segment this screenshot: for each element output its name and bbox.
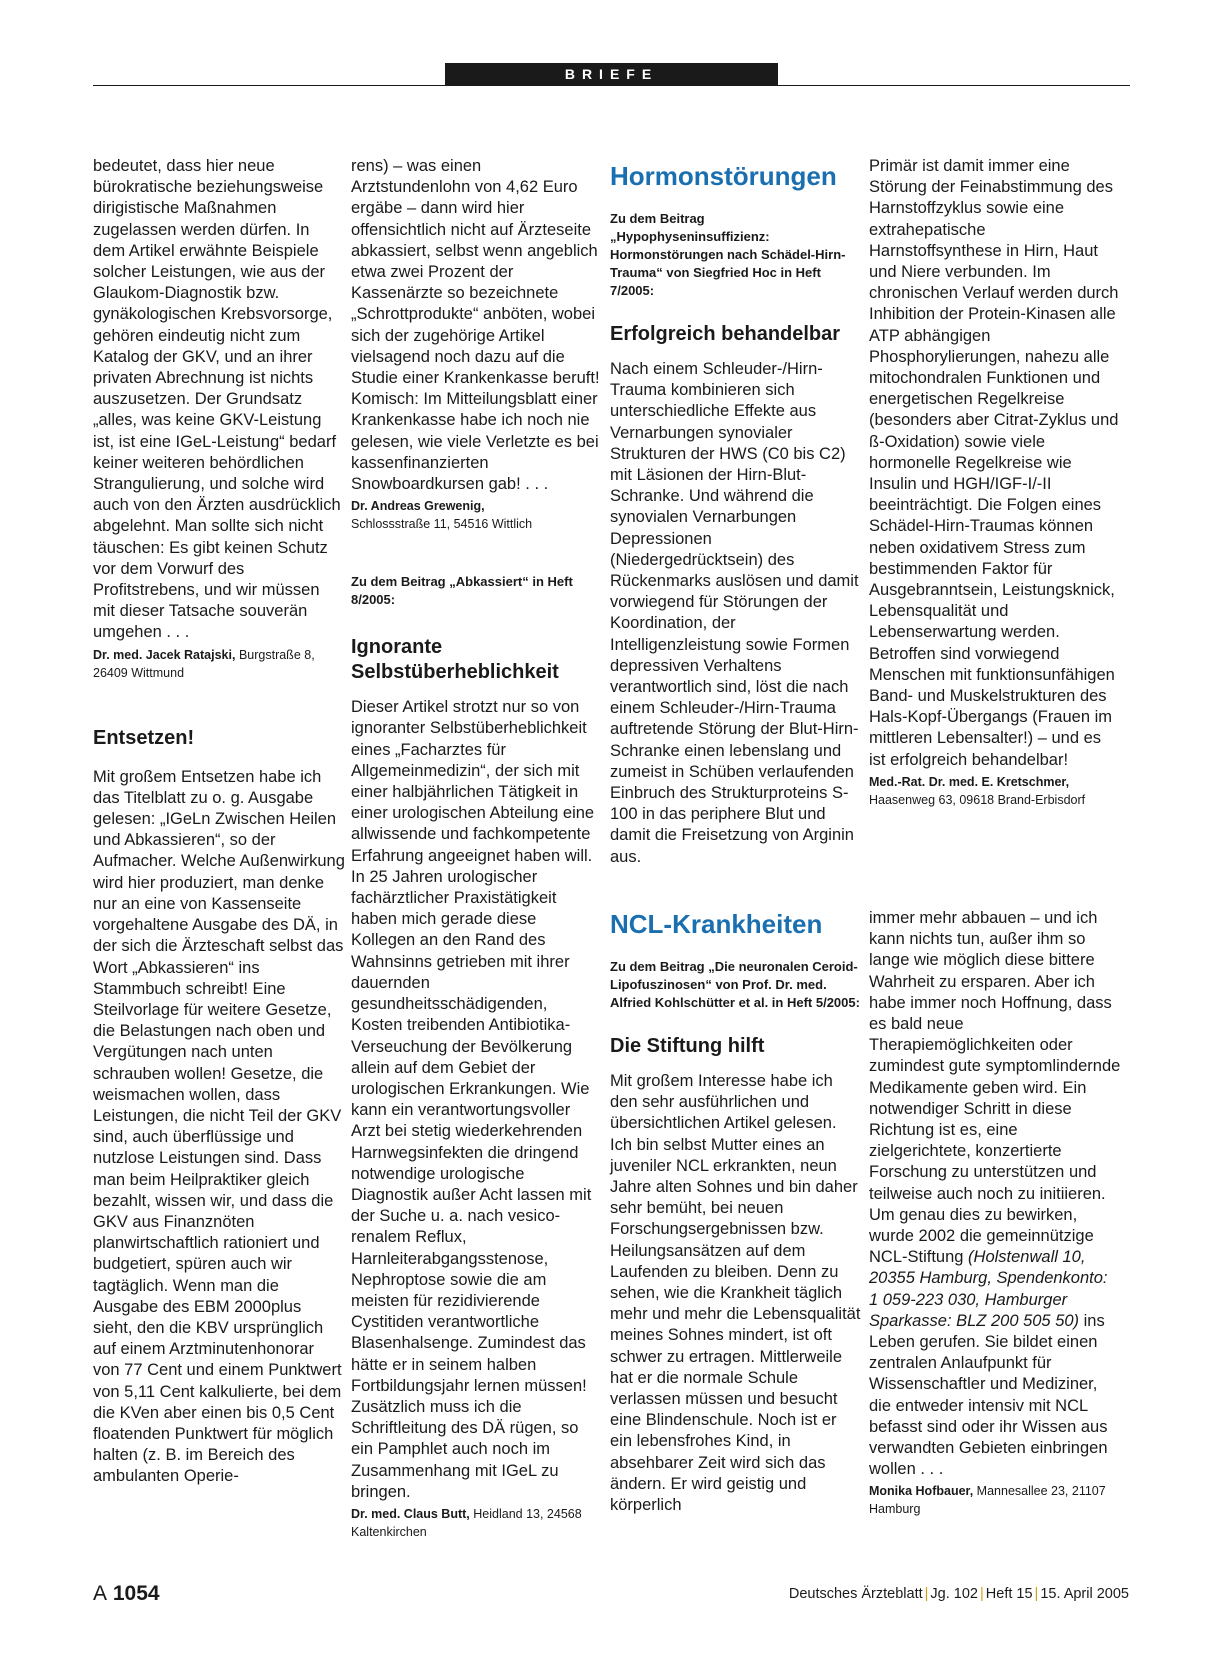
issue: Heft 15	[985, 1586, 1033, 1602]
column-1	[93, 156, 345, 1488]
letter-text-part: ins Leben gerufen. Sie bildet einen zentralen Anlaufpunkt für Wissenschaftler und Mediziner, die entweder intensiv mit NCL befasst sind oder ihr Wissen aus verwandten Gebieten einbringen wollen . . .	[869, 1311, 1108, 1479]
letter-text: rens) – was einen Arztstundenlohn von 4,62 Euro ergäbe – dann wird hier offensichtlich nicht auf Ärzteseite abkassiert, selbst wenn angeblich etwa zwei Prozent der Kassenärzte so bezeichnete „Schrottprodukte“ anböten, wobei sich der zugehörige Artikel vielsagend noch dazu auf die Studie einer Krankenkasse beruft! Komisch: Im Mitteilungsblatt einer Krankenkasse habe ich noch nie gelesen, wie viele Verletzte es bei kassenfinanzierten Snowboardkursen gab! . . .	[351, 157, 600, 494]
signature-address: Schlossstraße 11, 54516 Wittlich	[351, 517, 533, 532]
page-prefix: A	[93, 1582, 108, 1605]
letter-text-part: immer mehr abbauen – und ich kann nichts tun, außer ihm so lange wie möglich diese bittere Wahrheit zu ersparen. Aber ich habe immer noch Hoffnung, dass es bald neue Therapiemöglichkeiten oder zumindest gute symptomlindernde Medikamente geben wird. Ein notwendiger Schritt in diese Richtung ist es, eine zielgerichtete, konzertierte Forschung zu unterstützen und teilweise auch noch zu initiieren. Um genau dies zu bewirken, wurde 2002 die gemeinnützige NCL-Stiftung	[869, 909, 1121, 1267]
letter-text	[869, 908, 1121, 1480]
column-4	[869, 156, 1121, 809]
signature-address: Mannesallee 23, 21107 Hamburg	[869, 1484, 1106, 1517]
signature-name: Monika Hofbauer,	[869, 1484, 974, 1499]
letter-text: Mit großem Interesse habe ich den sehr ausführlichen und übersichtlichen Artikel gelesen. Ich bin selbst Mutter eines an juveniler NCL erkrankten, neun Jahre alten Sohnes und bin daher sehr bemüht, bei neuen Forschungsergebnissen bzw. Heilungsansätzen auf dem Laufenden zu bleiben. Denn zu sehen, wie die Krankheit täglich mehr und mehr die Lebensqualität meines Sohnes mindert, ist oft schwer zu ertragen. Mittlerweile hat er die normale Schule verlassen müssen und besucht eine Blindenschule. Noch ist er ein lebensfrohes Kind, in absehbarer Zeit wird sich das ändern. Er wird geistig und körperlich	[610, 1072, 861, 1515]
foundation-address: (Holstenwall 10, 20355 Hamburg, Spendenkonto: 1 059-223 030, Hamburger Sparkasse: BLZ 200 505 50)	[869, 1248, 1108, 1330]
signature-name: Dr. med. Claus Butt,	[351, 1506, 470, 1521]
signature-name: Dr. Andreas Grewenig,	[351, 499, 485, 514]
letter-text: Mit großem Entsetzen habe ich das Titelblatt zu o. g. Ausgabe gelesen: „IGeLn Zwischen Heilen und Abkassieren“, so der Aufmacher. Welche Außenwirkung wird hier produziert, man denke nur an eine von Kassenseite vorgehaltene Ausgabe des DÄ, in der sich die Ärzteschaft selbst das Wort „Abkassieren“ ins Stammbuch schreibt! Eine Steilvorlage für weitere Gesetze, die Belastungen nach oben und Vergütungen nach unten schrauben wollen! Gesetze, die weismachen wollen, dass Leistungen, die nicht Teil der GKV sind, auch überflüssige und nutzlose Leistungen sind. Dass man beim Heilpraktiker gleich bezahlt, wissen wir, und dass die GKV aus Finanznöten planwirtschaftlich rationiert und budgetiert, spüren auch wir tagtäglich. Wenn man die Ausgabe des EBM 2000plus sieht, den die KBV ursprünglich auf einem Arztminutenhonorar von 77 Cent und einem Punktwert von 5,11 Cent kalkulierte, bei dem die KVen aber einen bis 0,5 Cent floatenden Punktwert für möglich halten (z. B. im Bereich des ambulanten Operie-	[93, 767, 345, 1486]
column-3	[610, 160, 862, 868]
letter-text: bedeutet, dass hier neue bürokratische beziehungsweise dirigistische Maßnahmen zugelassen werden dürfen. In dem Artikel erwähnte Beispiele solcher Leistungen, wie aus der Glaukom-Diagnostik bzw. gynäkologischen Krebsvorsorge, gehören eindeutig nicht zum Katalog der GKV, und an ihrer privaten Abrechnung ist nichts auszusetzen. Der Grundsatz „alles, was keine GKV-Leistung ist, ist eine IGeL-Leistung“ bedarf keiner weiteren behördlichen Strangulierung, und solche wird auch von den Ärzten ausdrücklich abgelehnt. Man sollte sich nicht täuschen: Es gibt keinen Schutz vor dem Vorwurf des Profitstrebens, und wir müssen mit dieser Tatsache souverän umgehen . . .	[93, 157, 341, 642]
article-reference: Zu dem Beitrag „Abkassiert“ in Heft 8/2005:	[351, 574, 573, 608]
column-4-lower	[869, 908, 1121, 1518]
letter-signature	[351, 497, 603, 533]
letter-heading: Entsetzen!	[93, 726, 195, 749]
signature-address: Haasenweg 63, 09618 Brand-Erbisdorf	[869, 792, 1086, 807]
letter-text: Primär ist damit immer eine Störung der Feinabstimmung des Harnstoffzyklus sowie eine extrahepatische Harnstoffsynthese in Hirn, Haut und Niere verbunden. Im chronischen Verlauf werden durch Inhibition der Protein-Kinasen alle ATP abhängigen Phosphorylierungen, nahezu alle mitochondralen Funktionen und energetischen Regelkreise (besonders aber Citrat-Zyklus und ß-Oxidation) sowie viele hormonelle Regelkreise wie Insulin und HGH/IGF-I/-II beeinträchtigt. Die Folgen eines Schädel-Hirn-Traumas können neben oxidativem Stress zum bestimmenden Faktor für Ausgebranntsein, Leistungsknick, Lebensqualität und Lebenserwartung werden. Betroffen sind vorwiegend Menschen mit funktionsunfähigen Band- und Muskelstrukturen des Hals-Kopf-Übergangs (Frauen im mittleren Lebensalter!) – und es ist erfolgreich behandelbar!	[869, 157, 1119, 769]
signature-name: Med.-Rat. Dr. med. E. Kretschmer,	[869, 774, 1070, 789]
letter-heading: Erfolgreich behandelbar	[610, 323, 841, 345]
letter-signature	[93, 646, 345, 682]
letter-heading: Ignorante Selbstüberheblichkeit	[351, 636, 559, 684]
volume: Jg. 102	[930, 1586, 978, 1602]
letter-text: Dieser Artikel strotzt nur so von ignoranter Selbstüberheblichkeit eines „Facharztes für Allgemeinmedizin“, der sich mit einer halbjährlichen Tätigkeit in einer urologischen Abteilung eine allwissende und fachkompetente Erfahrung angeeignet haben will. In 25 Jahren urologischer fachärztlicher Praxistätigkeit haben mich gerade diese Kollegen an den Rand des Wahnsinns getrieben mit ihrer dauernden gesundheitsschädigenden, Kosten treibenden Antibiotika-Verseuchung der Bevölkerung allein auf dem Gebiet der urologischen Erkrankungen. Wie kann ein verantwortungsvoller Arzt bei stetig wiederkehrenden Harnwegsinfekten die dringend notwendige urologische Diagnostik außer Acht lassen mit der Suche u. a. nach vesico-renalem Reflux, Harnleiterabgangsstenose, Nephroptose sowie die am meisten für rezidivierende Cystitiden verantwortliche Blasenhalsenge. Zumindest das hätte er in seinem halben Fortbildungsjahr lernen müssen! Zusätzlich muss ich die Schriftleitung des DÄ rügen, so ein Pamphlet auch noch im Zusammenhang mit IGeL zu bringen.	[351, 698, 595, 1501]
letter-heading: Die Stiftung hilft	[610, 1035, 765, 1057]
signature-address: Burgstraße 8, 26409 Wittmund	[93, 647, 315, 680]
signature-address: Heidland 13, 24568 Kaltenkirchen	[351, 1506, 582, 1539]
letter-signature	[869, 1482, 1121, 1518]
letter-signature	[869, 773, 1121, 809]
page-num: 1054	[112, 1582, 160, 1605]
footer-info: Deutsches Ärzteblatt | Jg. 102 | Heft 15 | 15. April 2005	[788, 1586, 1129, 1602]
signature-name: Dr. med. Jacek Ratajski,	[93, 647, 236, 662]
page-number	[93, 1582, 160, 1606]
article-reference: Zu dem Beitrag „Die neuronalen Ceroid-Lipofuszinosen“ von Prof. Dr. med. Alfried Kohlschütter et al. in Heft 5/2005:	[610, 959, 860, 1010]
column-3-lower	[610, 908, 862, 1516]
issue-date: 15. April 2005	[1040, 1586, 1129, 1602]
section-title: Hormonstörungen	[610, 161, 837, 191]
header-rule	[93, 85, 1130, 86]
letter-text: Nach einem Schleuder-/Hirn-Trauma kombinieren sich unterschiedliche Effekte aus Vernarbungen synovialer Strukturen der HWS (C0 bis C2) mit Läsionen der Hirn-Blut-Schranke. Und während die synovialen Vernarbungen Depressionen (Niedergedrücktsein) des Rückenmarks auslösen und damit vorwiegend für Störungen der Koordination, der Intelligenzleistung sowie Formen depressiven Verhaltens verantwortlich sind, löst die nach einem Schleuder-/Hirn-Trauma auftretende Störung der Blut-Hirn-Schranke einen lebenslang und zumeist in Schüben verlaufenden Einbruch des Strukturproteins S-100 in das periphere Blut und damit die Freisetzung von Arginin aus.	[610, 360, 859, 866]
section-title: NCL-Krankheiten	[610, 909, 823, 939]
journal-name: Deutsches Ärzteblatt	[788, 1586, 923, 1602]
article-reference: Zu dem Beitrag „Hypophyseninsuffizienz: Hormonstörungen nach Schädel-Hirn-Trauma“ von Siegfried Hoc in Heft 7/2005:	[610, 211, 846, 298]
section-badge: BRIEFE	[445, 63, 778, 85]
letter-signature	[351, 1505, 603, 1541]
column-2	[351, 156, 603, 1541]
